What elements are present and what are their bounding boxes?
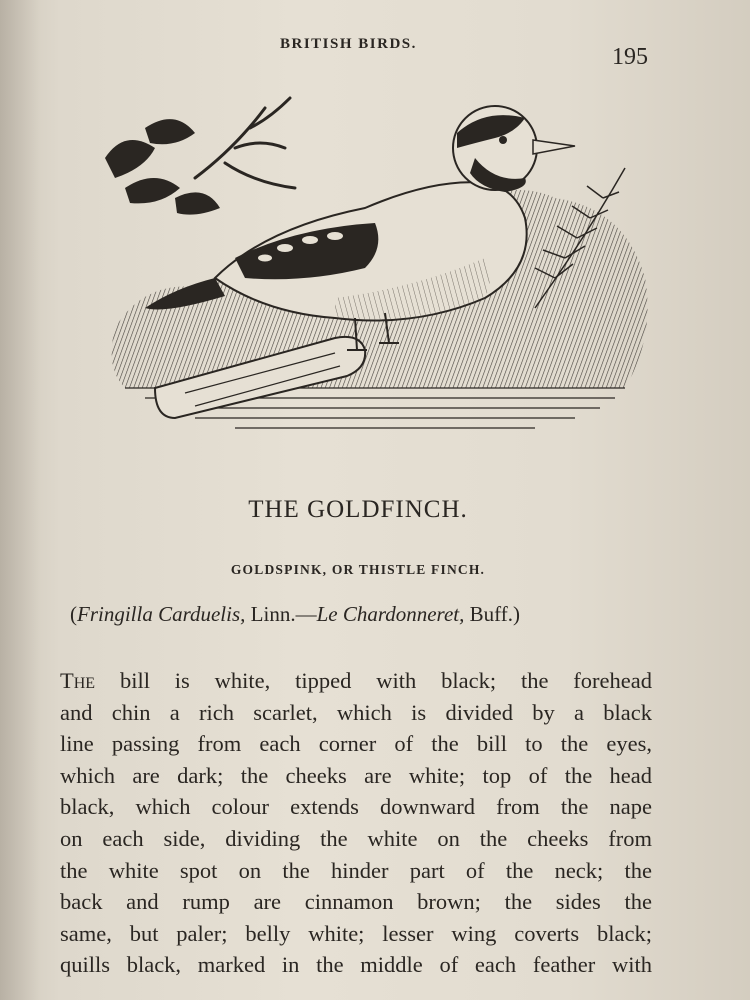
article-title: THE GOLDFINCH. [248,496,468,523]
body-line: and chin a rich scarlet, which is divided by a black [60,699,652,725]
body-text [60,665,652,981]
article-subtitle: GOLDSPINK, OR THISTLE FINCH. [230,562,486,577]
goldfinch-engraving-icon [85,88,665,448]
dropcap-word: The [60,668,96,693]
body-line: black, which colour extends downward from the nape [60,794,652,820]
body-line: The bill is white, tipped with black; the forehead [60,668,652,693]
body-line: same, but paler; belly white; lesser wing coverts black; [60,920,652,946]
body-line: on each side, dividing the white on the cheeks from [60,825,652,851]
page-number: 195 [612,44,648,70]
body-line: quills black, marked in the middle of each feather with [60,952,652,978]
authority-buffon: Buff.) [464,602,520,626]
running-head: BRITISH BIRDS. [280,36,417,52]
scientific-name-buffon: Le Chardonneret, [316,602,465,626]
body-line: which are dark; the cheeks are white; top of the head [60,762,652,788]
open-paren: ( [70,602,77,626]
body-line: line passing from each corner of the bill to the eyes, [60,731,652,757]
body-line: back and rump are cinnamon brown; the sides the [60,889,652,915]
scientific-name-linnaeus: Fringilla Carduelis, [77,602,246,626]
authority-linnaeus: Linn.— [245,602,317,626]
scientific-names [70,602,670,627]
body-line: the white spot on the hinder part of the neck; the [60,857,652,883]
